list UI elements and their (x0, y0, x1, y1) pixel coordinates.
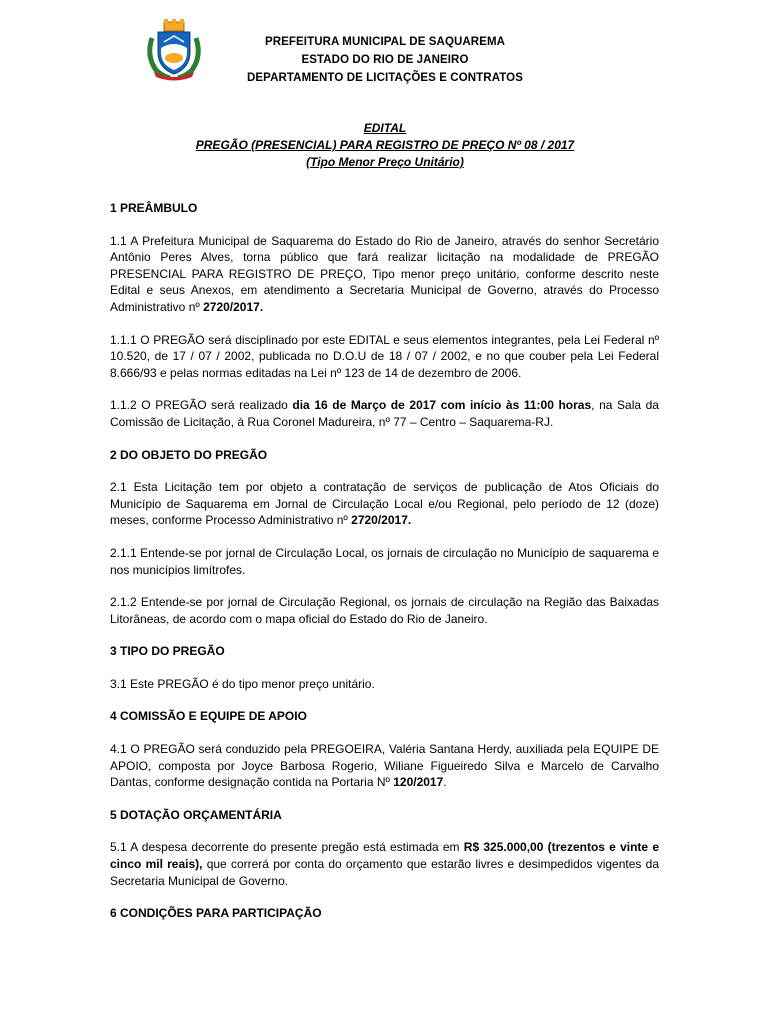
coat-of-arms-icon (142, 18, 206, 82)
title-line-1: EDITAL (363, 121, 407, 135)
paragraph-2-1 (110, 479, 659, 529)
section-heading-4: 4 COMISSÃO E EQUIPE DE APOIO (110, 709, 307, 724)
paragraph-1-1-2 (110, 397, 659, 430)
title-line-2: PREGÃO (PRESENCIAL) PARA REGISTRO DE PREÇO Nº 08 / 2017 (195, 138, 575, 152)
section-heading-6: 6 CONDIÇÕES PARA PARTICIPAÇÃO (110, 906, 322, 921)
section-heading-1: 1 PREÂMBULO (110, 201, 198, 215)
paragraph-text: que correrá por conta do orçamento que estarão livres e desimpedidos vigentes da Secretaria Municipal de Governo. (110, 857, 659, 888)
paragraph-1-1 (110, 233, 659, 316)
paragraph-2-1-1: 2.1.1 Entende-se por jornal de Circulação Local, os jornais de circulação no Município de saquarema e nos municípios limítrofes. (110, 545, 659, 577)
document-header (200, 33, 570, 87)
paragraph-text: 1.1.2 O PREGÃO será realizado (110, 398, 293, 413)
header-line-3: DEPARTAMENTO DE LICITAÇÕES E CONTRATOS (247, 72, 523, 84)
document-title (110, 120, 660, 171)
section-heading-2: 2 DO OBJETO DO PREGÃO (110, 447, 268, 462)
paragraph-text: 2.1 Esta Licitação tem por objeto a contratação de serviços de publicação de Atos Oficiais do Município de Saquarema em Jornal de Circulação Local e/ou Regional, pelo período de 12 (doze) meses, conforme Processo Administrativo nº (110, 480, 659, 528)
document-body (110, 200, 659, 922)
process-number: 2720/2017. (351, 513, 412, 528)
title-line-3: (Tipo Menor Preço Unitário) (306, 155, 464, 169)
paragraph-3-1: 3.1 Este PREGÃO é do tipo menor preço unitário. (110, 676, 375, 691)
paragraph-2-1-2: 2.1.2 Entende-se por jornal de Circulação Regional, os jornais de circulação na Região das Baixadas Litorâneas, de acordo com o mapa oficial do Estado do Rio de Janeiro. (110, 595, 659, 626)
section-heading-3: 3 TIPO DO PREGÃO (110, 644, 225, 659)
paragraph-text: 4.1 O PREGÃO será conduzido pela PREGOEIRA, Valéria Santana Herdy, auxiliada pela EQUIPE DE APOIO, composta por Joyce Barbosa Rogerio, Wiliane Figueiredo Silva e Marcelo de Carvalho Dantas, conforme designação contida na Portaria Nº (110, 742, 659, 790)
paragraph-text: 1.1 A Prefeitura Municipal de Saquarema do Estado do Rio de Janeiro, através do senhor Secretário Antônio Peres Alves, torna público que fará realizar licitação na modalidade de PREGÃO PRESENCIAL PARA REGISTRO DE PREÇO, Tipo menor preço unitário, conforme descrito neste Edital e seus Anexos, em atendimento a Secretaria Municipal de Governo, através do Processo Administrativo nº (110, 233, 659, 314)
header-line-1: PREFEITURA MUNICIPAL DE SAQUAREMA (264, 36, 506, 48)
paragraph-5-1 (110, 839, 659, 889)
paragraph-1-1-1: 1.1.1 O PREGÃO será disciplinado por este EDITAL e seus elementos integrantes, pela Lei Federal nº 10.520, de 17 / 07 / 2002, publicada no D.O.U de 18 / 07 / 2002, e no que couber pela Lei Federal 8.666/93 e pelas normas editadas na Lei nº 123 de 14 de dezembro de 2006. (110, 332, 659, 380)
header-line-2: ESTADO DO RIO DE JANEIRO (301, 54, 469, 66)
section-heading-5: 5 DOTAÇÃO ORÇAMENTÁRIA (110, 807, 282, 822)
paragraph-4-1 (110, 741, 659, 791)
paragraph-text: . (443, 775, 447, 790)
paragraph-text: , na Sala da Comissão de Licitação, à Rua Coronel Madureira, nº 77 – Centro – Saquarema-RJ. (110, 398, 659, 429)
process-number: 2720/2017. (203, 299, 264, 314)
estimated-amount: R$ 325.000,00 (trezentos e vinte e cinco mil reais), (110, 840, 659, 872)
paragraph-text: 5.1 A despesa decorrente do presente pregão está estimada em (110, 840, 464, 855)
ordinance-number: 120/2017 (393, 775, 444, 790)
session-date: dia 16 de Março de 2017 com início às 11:00 horas (292, 398, 592, 413)
